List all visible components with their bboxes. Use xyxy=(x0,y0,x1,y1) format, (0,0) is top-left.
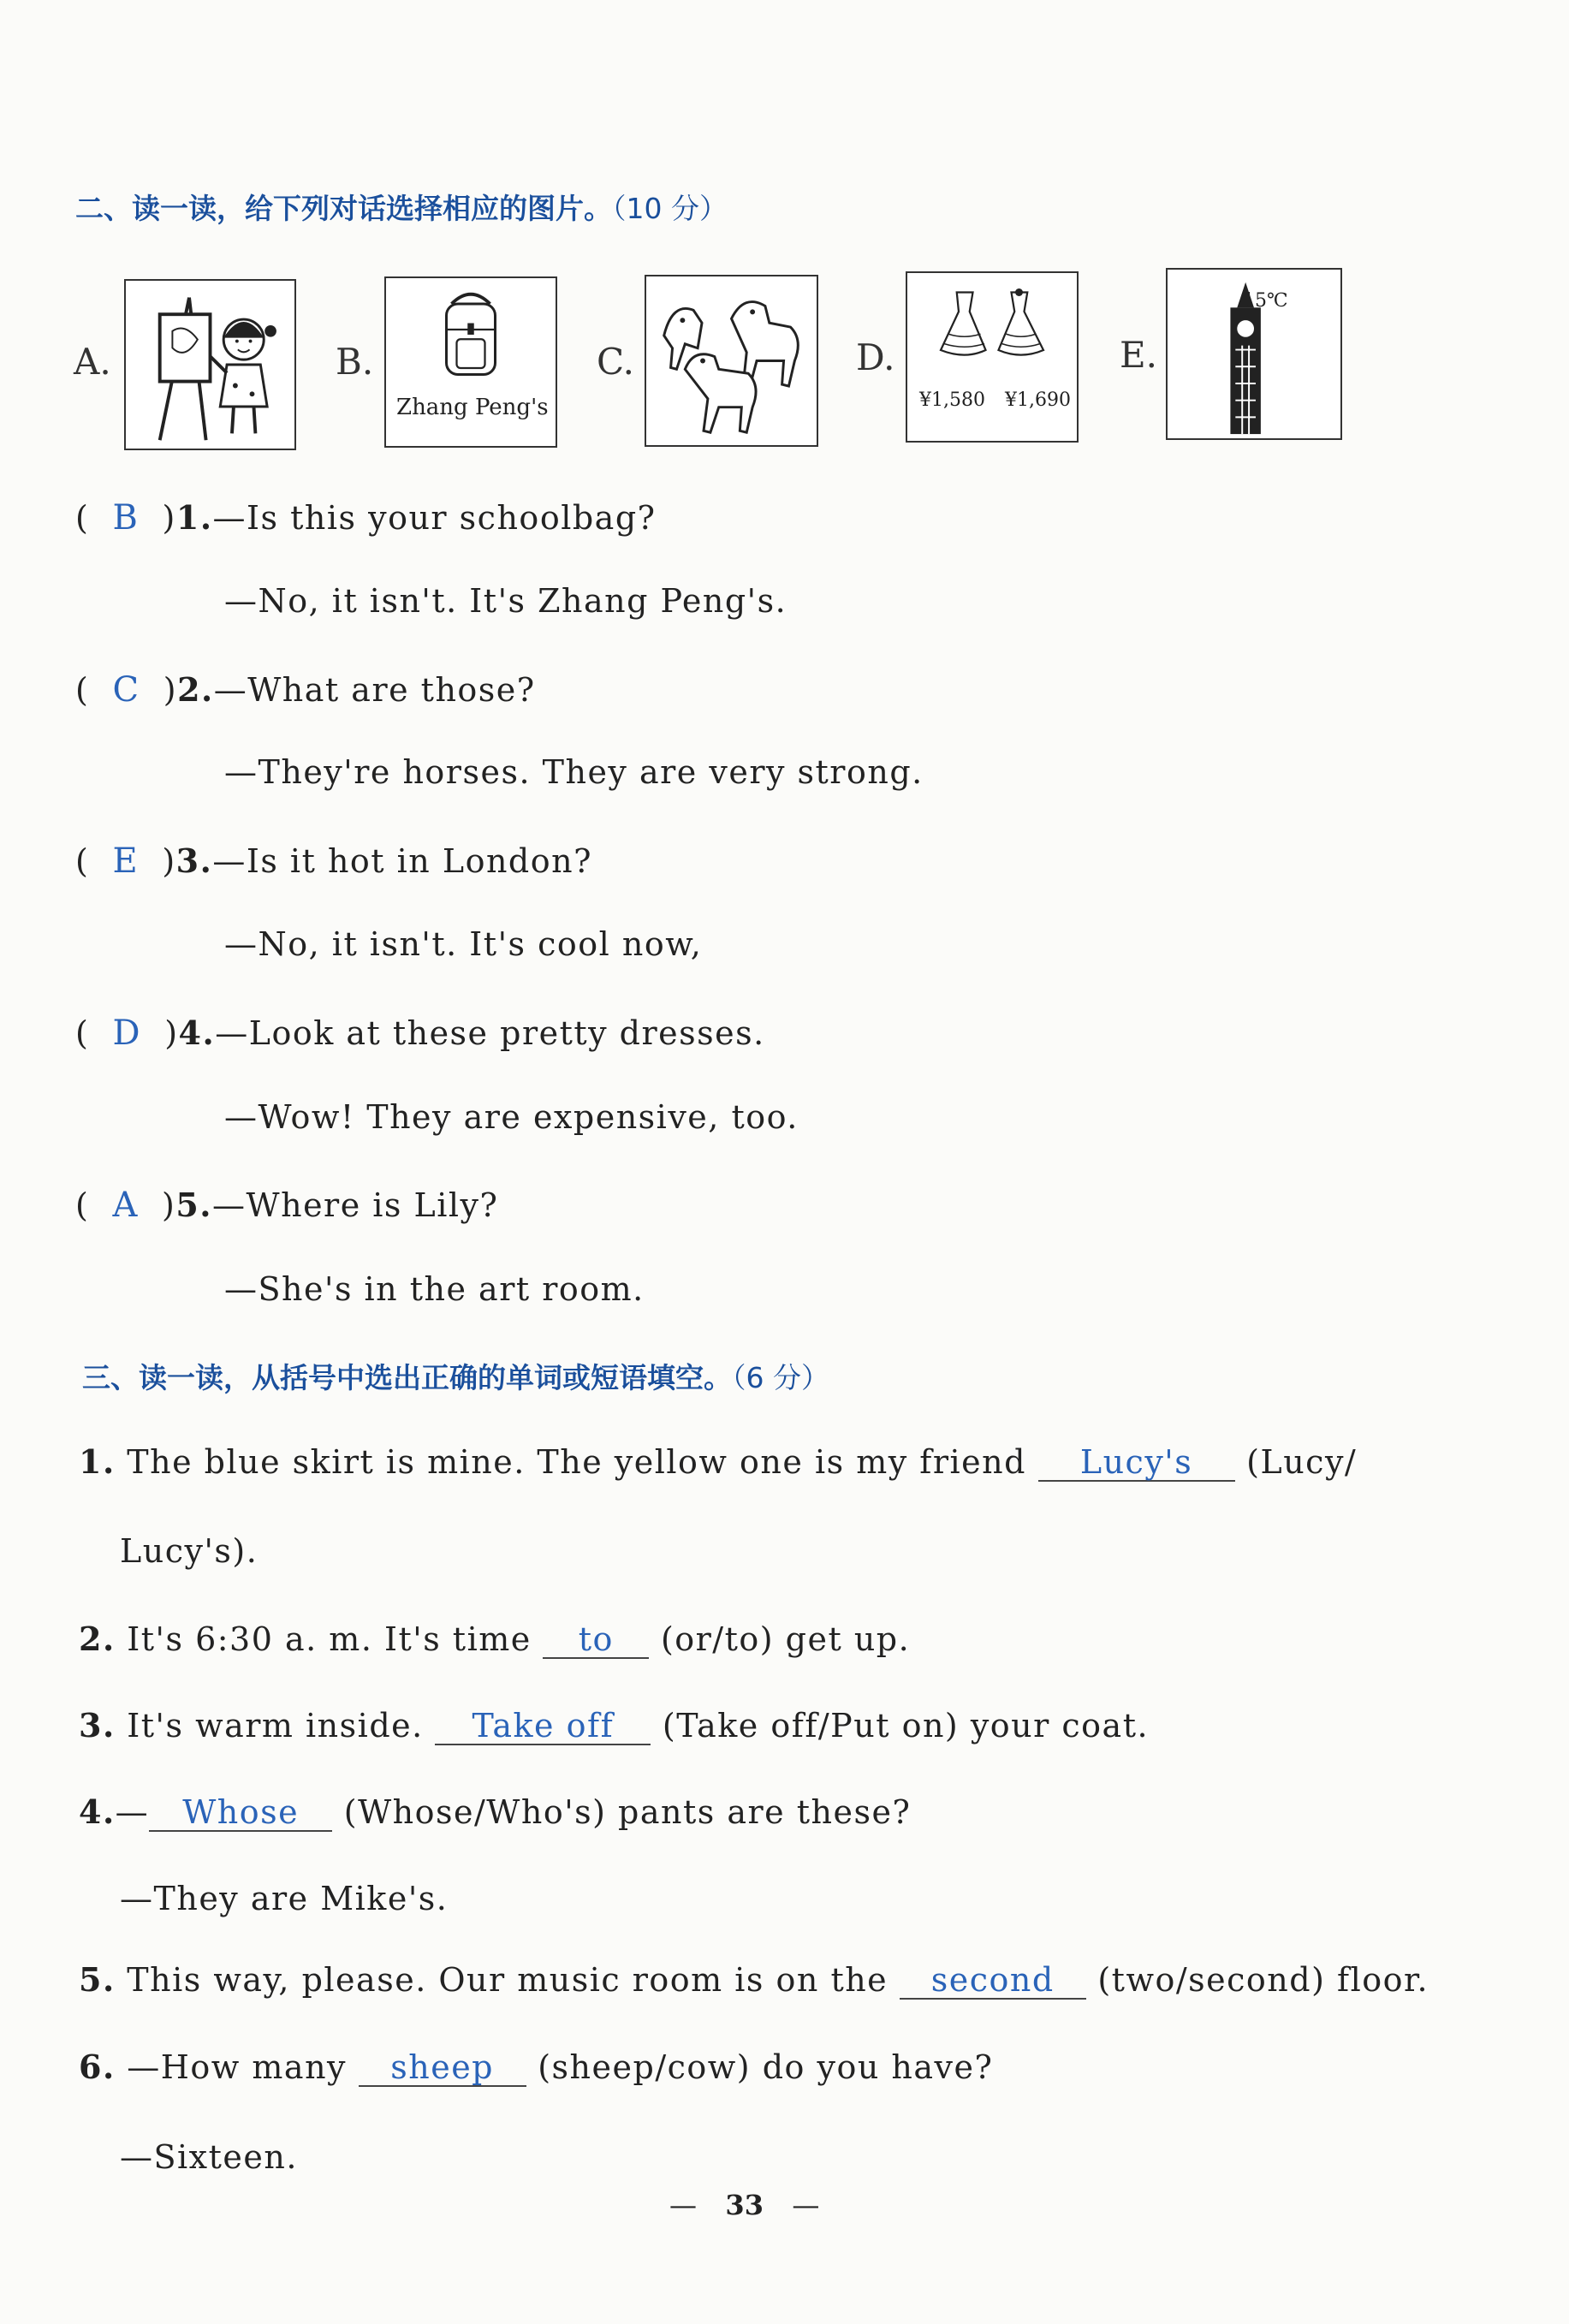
picture-letter-d: D. xyxy=(856,336,895,378)
blank-2[interactable]: to xyxy=(543,1623,649,1659)
picture-b xyxy=(384,276,557,448)
picture-c xyxy=(645,275,818,447)
question-5: ( A )5.—Where is Lily? xyxy=(75,1186,499,1225)
answer-3: E xyxy=(112,841,140,881)
fill-item-1: 1. The blue skirt is mine. The yellow one is my friend Lucy's (Lucy/ xyxy=(79,1442,1358,1481)
fill-item-2: 2. It's 6:30 a. m. It's time to (or/to) get up. xyxy=(79,1620,911,1658)
picture-letter-b: B. xyxy=(336,341,374,383)
answer-2: C xyxy=(112,670,140,710)
reply-2: —They're horses. They are very strong. xyxy=(224,753,924,791)
temperature-label: 15℃ xyxy=(1243,290,1288,312)
reply-3: —No, it isn't. It's cool now, xyxy=(224,925,703,963)
question-3: ( E )3.—Is it hot in London? xyxy=(75,841,592,881)
page-footer: — 33 — xyxy=(669,2189,820,2221)
fill-item-4-cont: —They are Mike's. xyxy=(120,1880,449,1917)
schoolbag-icon xyxy=(386,278,556,407)
section-3-heading xyxy=(82,1356,829,1396)
reply-5: —She's in the art room. xyxy=(224,1270,645,1308)
reply-1: —No, it isn't. It's Zhang Peng's. xyxy=(224,582,787,620)
girl-painting-icon xyxy=(126,281,294,449)
section-3-points: （6 分） xyxy=(732,1361,829,1394)
blank-5[interactable]: second xyxy=(900,1964,1086,2000)
picture-d xyxy=(906,271,1079,443)
dresses-icon xyxy=(907,273,1077,401)
fill-item-4: 4.— Whose (Whose/Who's) pants are these? xyxy=(79,1792,912,1831)
blank-6[interactable]: sheep xyxy=(359,2051,526,2087)
question-4: ( D )4.—Look at these pretty dresses. xyxy=(75,1013,765,1053)
blank-4[interactable]: Whose xyxy=(149,1796,332,1832)
schoolbag-caption: Zhang Peng's xyxy=(396,395,549,420)
question-1: ( B )1.—Is this your schoolbag? xyxy=(75,498,657,538)
fill-item-5: 5. This way, please. Our music room is on the second (two/second) floor. xyxy=(79,1960,1429,1999)
picture-letter-a: A. xyxy=(74,341,111,383)
picture-letter-e: E. xyxy=(1120,334,1158,376)
blank-3[interactable]: Take off xyxy=(435,1709,651,1745)
section-3-title: 三、读一读，从括号中选出正确的单词或短语填空。 xyxy=(82,1361,732,1394)
fill-item-1-cont: Lucy's). xyxy=(120,1532,259,1570)
blank-1[interactable]: Lucy's xyxy=(1038,1446,1235,1482)
answer-4: D xyxy=(112,1013,142,1053)
price-2: ¥1,690 xyxy=(1005,389,1071,411)
picture-a xyxy=(124,279,296,450)
horses-icon xyxy=(646,276,817,445)
picture-letter-c: C. xyxy=(597,341,634,383)
picture-e xyxy=(1166,268,1342,440)
answer-1: B xyxy=(112,498,140,538)
fill-item-6: 6. —How many sheep (sheep/cow) do you have? xyxy=(79,2048,994,2086)
page-number: 33 xyxy=(725,2189,764,2221)
fill-item-3: 3. It's warm inside. Take off (Take off/Put on) your coat. xyxy=(79,1706,1150,1744)
section-2-heading xyxy=(75,187,728,227)
question-2: ( C )2.—What are those? xyxy=(75,670,536,710)
answer-5: A xyxy=(112,1186,139,1225)
price-1: ¥1,580 xyxy=(919,389,985,411)
reply-4: —Wow! They are expensive, too. xyxy=(224,1098,799,1136)
section-2-title: 二、读一读，给下列对话选择相应的图片。 xyxy=(75,192,612,225)
fill-item-6-cont: —Sixteen. xyxy=(120,2138,298,2176)
section-2-points: （10 分） xyxy=(612,192,728,225)
